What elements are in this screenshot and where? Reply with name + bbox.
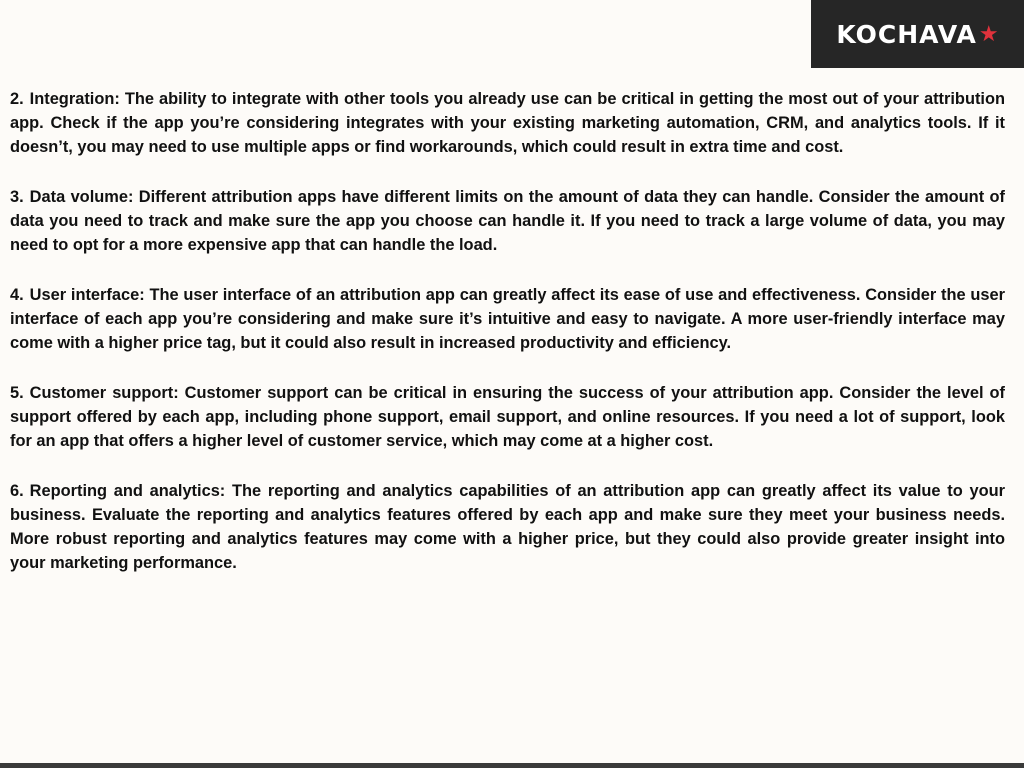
paragraph-number: 5. <box>10 384 24 402</box>
paragraph-customer-support <box>10 381 1005 453</box>
paragraph-reporting-analytics <box>10 479 1005 575</box>
paragraph-number: 2. <box>10 90 24 108</box>
paragraph-text: Integration: The ability to integrate with other tools you already use can be critical in getting the most out of your attribution app. Check if the app you’re considering integrates with your existing marketing automation, CRM, and analytics tools. If it doesn’t, you may need to use multiple apps or find workarounds, which could result in extra time and cost. <box>10 90 1005 156</box>
bottom-divider <box>0 763 1024 768</box>
paragraph-number: 6. <box>10 482 24 500</box>
paragraph-text: Data volume: Different attribution apps have different limits on the amount of data they can handle. Consider the amount of data you need to track and make sure the app you choose can handle it. If you need to track a large volume of data, you may need to opt for a more expensive app that can handle the load. <box>10 188 1005 254</box>
star-icon: ★ <box>978 21 999 46</box>
brand-logo <box>811 0 1024 68</box>
paragraph-number: 4. <box>10 286 24 304</box>
brand-name: KOCHAVA <box>836 19 977 49</box>
paragraph-number: 3. <box>10 188 24 206</box>
paragraph-text: Customer support: Customer support can be critical in ensuring the success of your attribution app. Consider the level of support offered by each app, including phone support, email support, and online resources. If you need a lot of support, look for an app that offers a higher level of customer service, which may come at a higher cost. <box>10 384 1005 450</box>
paragraph-integration <box>10 87 1005 159</box>
paragraph-user-interface <box>10 283 1005 355</box>
paragraph-data-volume <box>10 185 1005 257</box>
paragraph-text: Reporting and analytics: The reporting and analytics capabilities of an attribution app can greatly affect its value to your business. Evaluate the reporting and analytics features offered by each app and make sure they meet your business needs. More robust reporting and analytics features may come with a higher price, but they could also provide greater insight into your marketing performance. <box>10 482 1005 572</box>
document-body <box>10 87 1005 601</box>
paragraph-text: User interface: The user interface of an attribution app can greatly affect its ease of use and effectiveness. Consider the user interface of each app you’re considering and make sure it’s intuitive and easy to navigate. A more user-friendly interface may come with a higher price tag, but it could also result in increased productivity and efficiency. <box>10 286 1005 352</box>
